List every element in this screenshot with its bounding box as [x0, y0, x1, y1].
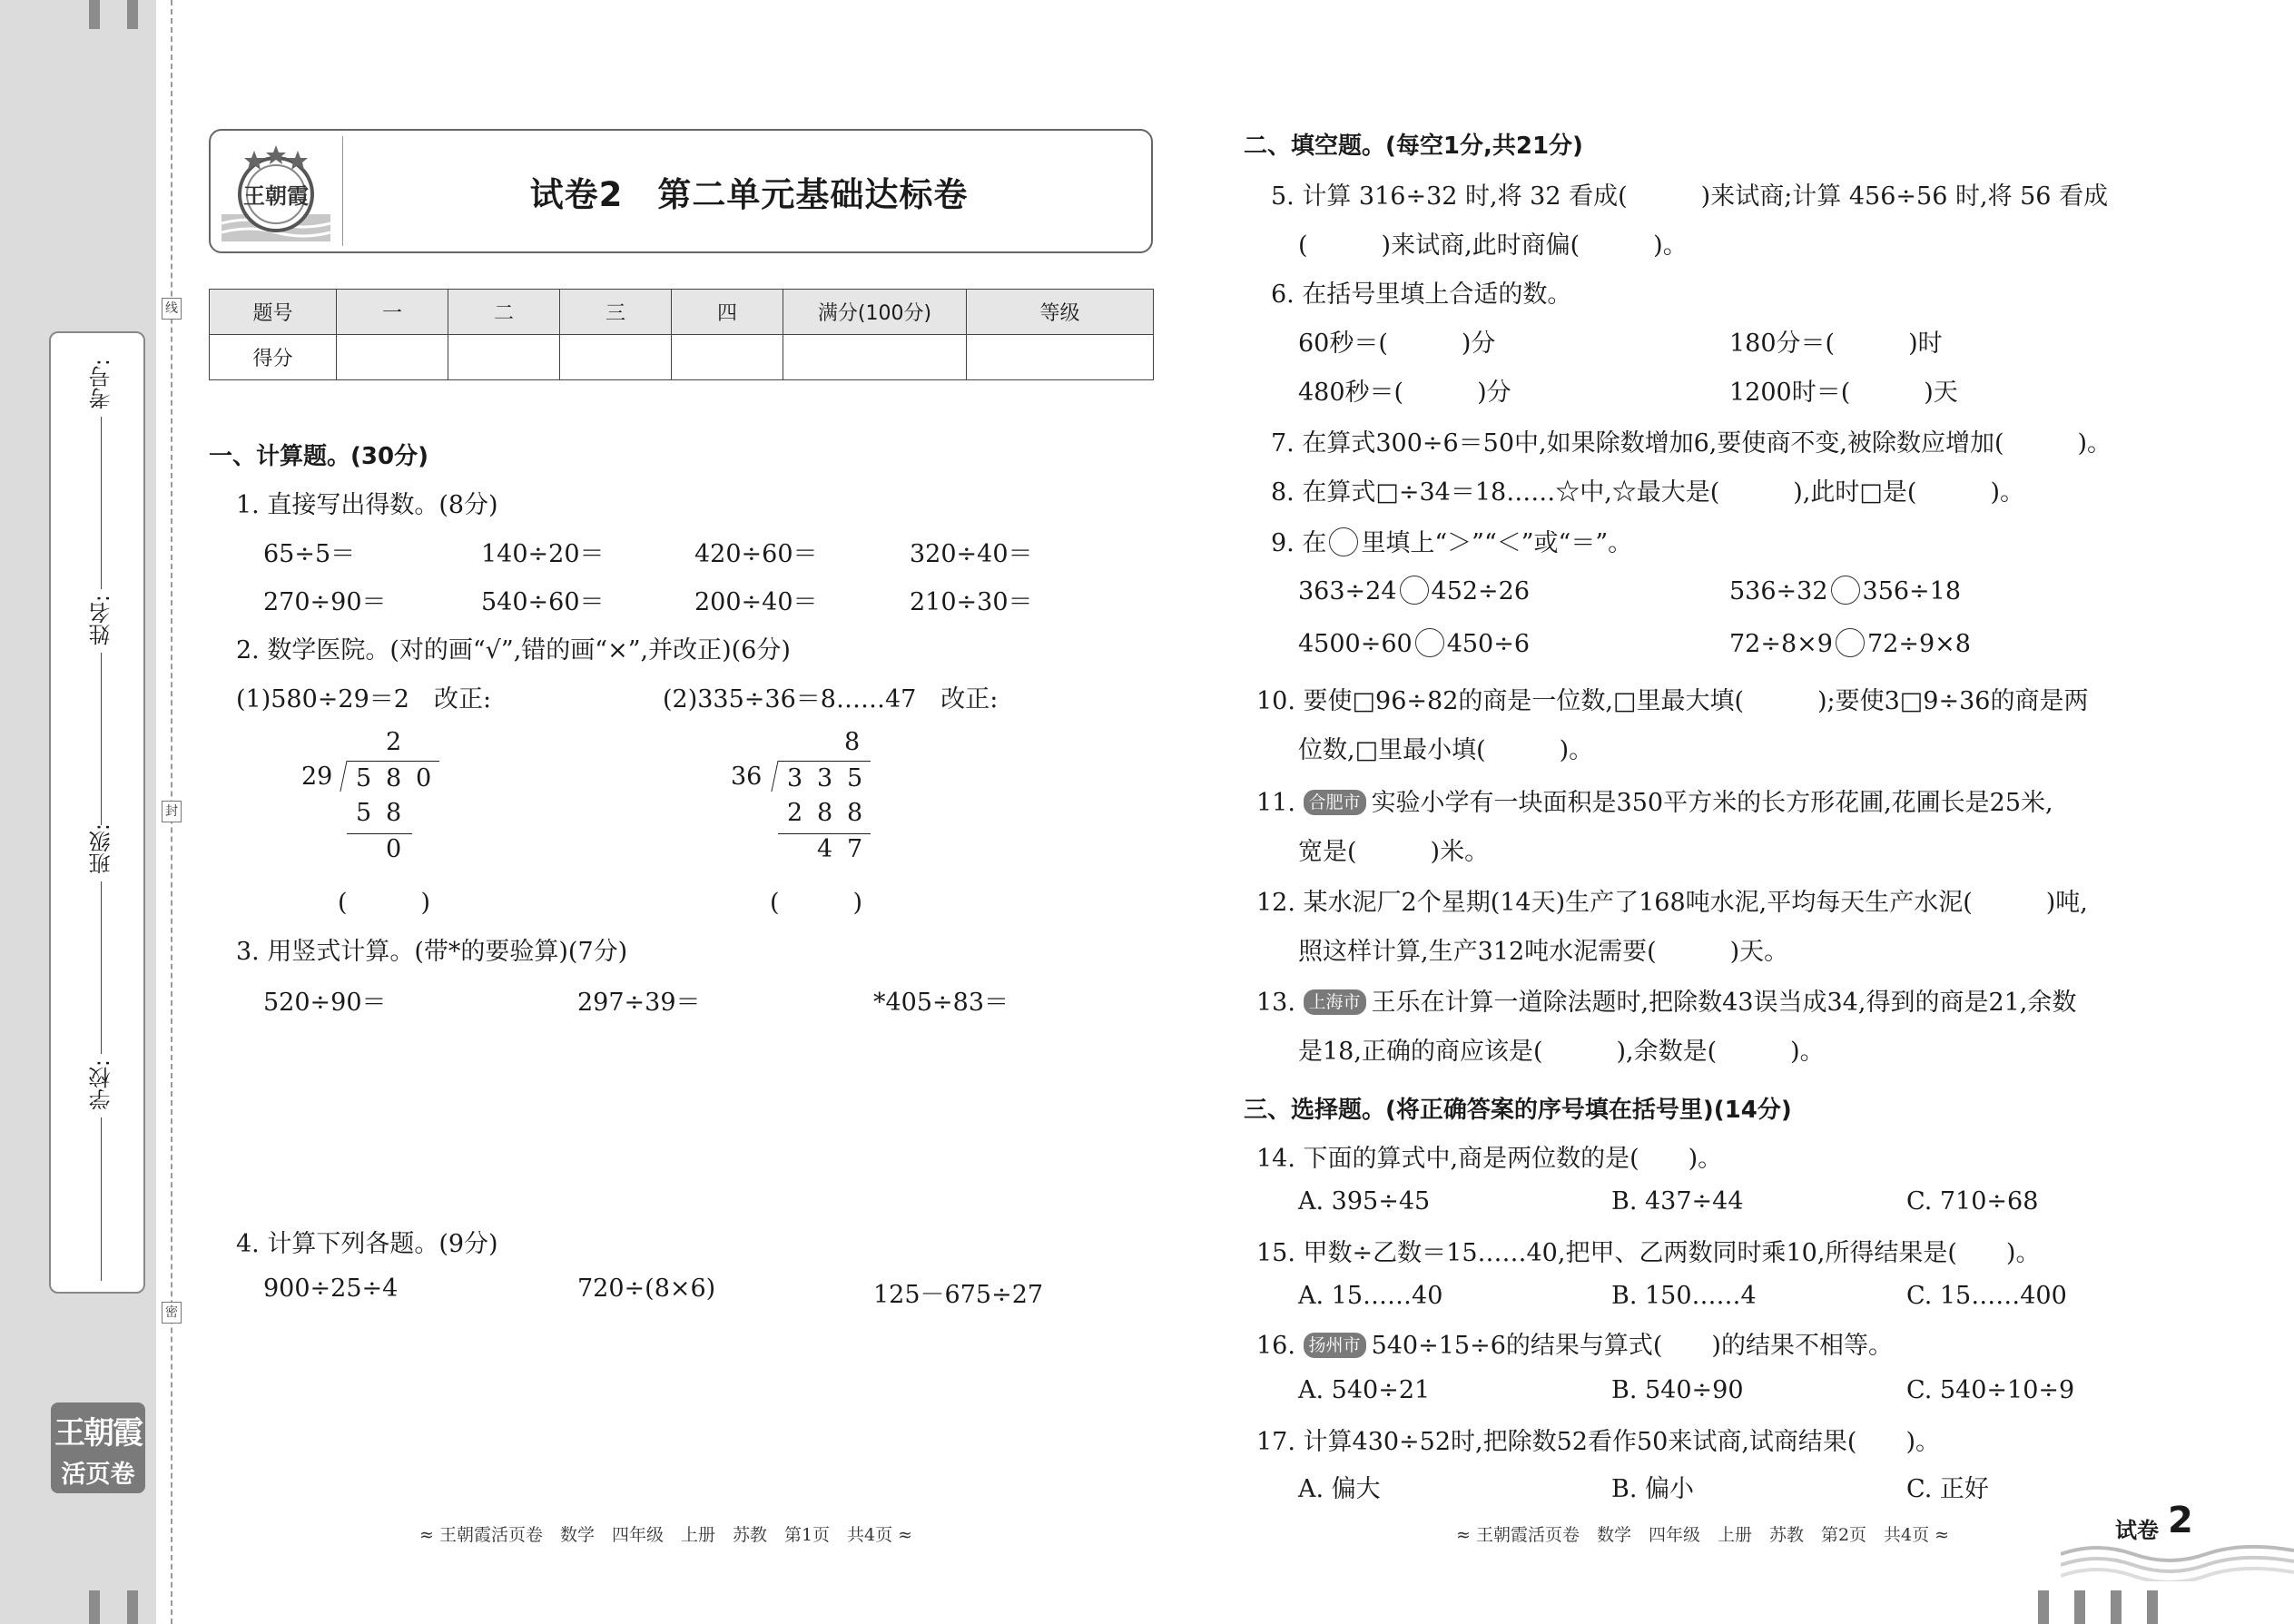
table-row — [210, 290, 1154, 335]
ld-digit: 3 — [817, 764, 833, 792]
q1-item: 65÷5＝ — [263, 540, 356, 568]
long-division-2 — [731, 728, 876, 873]
q4-item: 720÷(8×6) — [577, 1275, 716, 1303]
table-row — [210, 335, 1154, 380]
q4-item: 900÷25÷4 — [263, 1275, 399, 1303]
long-division-1 — [300, 728, 445, 873]
brand-line1: 王朝霞 — [54, 1415, 142, 1452]
ld-digit: 8 — [817, 799, 833, 827]
ld-digit: 0 — [386, 835, 402, 863]
student-info-card — [49, 331, 145, 1294]
table-row-label: 得分 — [210, 335, 337, 380]
ld-digit: 3 — [787, 764, 803, 792]
table-header-cell: 一 — [337, 290, 448, 335]
option-a[interactable]: A. 540÷21 — [1298, 1376, 1431, 1404]
section1-title: 一、计算题。(30分) — [209, 443, 428, 470]
ld-bar — [347, 761, 439, 762]
q6-title: 6. 在括号里填上合适的数。 — [1271, 281, 1572, 309]
name-field[interactable] — [87, 595, 114, 825]
q9-left: 363÷24 — [1298, 577, 1397, 605]
region-tag: 扬州市 — [1304, 1333, 1366, 1358]
q1-item: 320÷40＝ — [910, 540, 1033, 568]
score-cell[interactable] — [672, 335, 783, 380]
q13-line1 — [1256, 982, 2076, 1018]
ld-bar — [778, 761, 871, 762]
q4-item: 125－675÷27 — [873, 1281, 1044, 1309]
name-line — [101, 653, 102, 825]
ld-digit: 2 — [787, 799, 803, 827]
title-box — [209, 129, 1153, 253]
q9-left: 4500÷60 — [1298, 630, 1413, 658]
badge-number: 2 — [2168, 1500, 2193, 1541]
school-field[interactable] — [87, 1059, 114, 1281]
ld-digit: 7 — [847, 835, 863, 863]
q5-line2: ( )来试商,此时商偏( )。 — [1298, 231, 1688, 260]
q13-number: 13. — [1256, 989, 1295, 1017]
q6-item: 60秒＝( )分 — [1298, 330, 1496, 358]
q2-part2: (2)335÷36＝8……47 改正: — [663, 685, 999, 714]
ld-digit: 8 — [386, 764, 402, 792]
ld-bar — [778, 833, 871, 834]
q6-item: 480秒＝( )分 — [1298, 379, 1511, 407]
ld-divisor: 29 — [301, 763, 333, 791]
answer-blank[interactable]: ( ) — [338, 889, 431, 917]
logo-seal-icon — [218, 138, 334, 245]
q12-line2: 照这样计算,生产312吨水泥需要( )天。 — [1298, 938, 1789, 966]
q9-title — [1271, 523, 1632, 558]
region-tag: 合肥市 — [1304, 790, 1366, 815]
page-title: 试卷2 第二单元基础达标卷 — [529, 175, 969, 214]
compare-circle-icon[interactable] — [1400, 576, 1429, 605]
table-header-cell: 三 — [560, 290, 672, 335]
answer-blank[interactable]: ( ) — [770, 889, 863, 917]
svg-text:王朝霞: 王朝霞 — [243, 182, 309, 209]
q3-item: 297÷39＝ — [577, 989, 701, 1017]
exam-number-line — [101, 417, 102, 589]
q9-right: 452÷26 — [1431, 577, 1531, 605]
q13-line2: 是18,正确的商应该是( ),余数是( )。 — [1298, 1038, 1825, 1066]
q3-title: 3. 用竖式计算。(带*的要验算)(7分) — [236, 938, 628, 966]
q9-item — [1729, 576, 1961, 605]
option-c[interactable]: C. 正好 — [1906, 1475, 1989, 1503]
option-a[interactable]: A. 偏大 — [1298, 1475, 1381, 1503]
brand-badge — [51, 1403, 145, 1493]
q11-text: 实验小学有一块面积是350平方米的长方形花圃,花圃长是25米, — [1371, 789, 2053, 817]
q17: 17. 计算430÷52时,把除数52看作50来试商,试商结果( )。 — [1256, 1428, 1940, 1456]
q2-title: 2. 数学医院。(对的画“√”,错的画“×”,并改正)(6分) — [236, 636, 791, 664]
class-line — [101, 881, 102, 1054]
strip-tick — [2074, 1590, 2085, 1624]
ld-digit: 8 — [386, 799, 402, 827]
ld-bracket — [340, 761, 347, 792]
ld-digit: 5 — [356, 799, 372, 827]
cut-mark: 封 — [162, 801, 182, 822]
q11-number: 11. — [1256, 789, 1295, 817]
q1-title: 1. 直接写出得数。(8分) — [236, 491, 498, 519]
score-table — [209, 289, 1154, 380]
q11-line1 — [1256, 782, 2053, 818]
q15: 15. 甲数÷乙数＝15……40,把甲、乙两数同时乘10,所得结果是( )。 — [1256, 1239, 2041, 1267]
compare-circle-icon[interactable] — [1836, 628, 1865, 657]
q16 — [1256, 1325, 1893, 1361]
q1-item: 200÷40＝ — [694, 588, 818, 616]
q1-item: 420÷60＝ — [694, 540, 818, 568]
ld-digit: 5 — [356, 764, 372, 792]
strip-tick — [127, 1590, 138, 1624]
q10-line2: 位数,□里最小填( )。 — [1298, 736, 1594, 764]
strip-tick — [2147, 1590, 2158, 1624]
section3-title: 三、选择题。(将正确答案的序号填在括号里)(14分) — [1244, 1097, 1792, 1124]
q11-line2: 宽是( )米。 — [1298, 838, 1490, 866]
option-b[interactable]: B. 540÷90 — [1611, 1376, 1744, 1404]
q16-text: 540÷15÷6的结果与算式( )的结果不相等。 — [1371, 1332, 1893, 1360]
ld-digit: 8 — [847, 799, 863, 827]
ld-digit: 0 — [416, 764, 432, 792]
option-a[interactable]: A. 395÷45 — [1298, 1187, 1431, 1216]
q4-title: 4. 计算下列各题。(9分) — [236, 1230, 498, 1258]
school-line — [101, 1117, 102, 1281]
exam-number-label: 考号: — [88, 359, 114, 410]
compare-circle-icon[interactable] — [1831, 576, 1860, 605]
q14: 14. 下面的算式中,商是两位数的是( )。 — [1256, 1145, 1723, 1173]
ld-quotient: 2 — [386, 728, 402, 756]
class-label: 班级: — [88, 823, 114, 875]
q7: 7. 在算式300÷6＝50中,如果除数增加6,要使商不变,被除数应增加( )。 — [1271, 429, 2112, 458]
strip-tick — [89, 0, 100, 29]
score-cell[interactable] — [337, 335, 448, 380]
q2-part1: (1)580÷29＝2 改正: — [236, 685, 492, 714]
ld-bracket — [771, 761, 778, 792]
q12-line1: 12. 某水泥厂2个星期(14天)生产了168吨水泥,平均每天生产水泥( )吨, — [1256, 889, 2088, 917]
table-header-cell: 满分(100分) — [783, 290, 967, 335]
q3-item: *405÷83＝ — [873, 989, 1009, 1017]
q13-text: 王乐在计算一道除法题时,把除数43误当成34,得到的商是21,余数 — [1371, 989, 2077, 1017]
table-header-cell: 题号 — [210, 290, 337, 335]
strip-tick — [127, 0, 138, 29]
table-header-cell: 二 — [448, 290, 560, 335]
q9-right: 72÷9×8 — [1866, 630, 1971, 658]
ld-digit: 4 — [817, 835, 833, 863]
option-c[interactable]: C. 710÷68 — [1906, 1187, 2039, 1216]
exam-number-field[interactable] — [87, 359, 114, 589]
q9-left: 536÷32 — [1729, 577, 1828, 605]
q9-item — [1298, 576, 1530, 605]
q1-item: 270÷90＝ — [263, 588, 387, 616]
class-field[interactable] — [87, 823, 114, 1054]
q9-right: 450÷6 — [1446, 630, 1531, 658]
q1-item: 540÷60＝ — [481, 588, 605, 616]
q9-left: 72÷8×9 — [1729, 630, 1833, 658]
school-label: 学校: — [88, 1059, 114, 1111]
q9-text-b: 里填上“＞”“＜”或“＝”。 — [1361, 529, 1633, 557]
table-header-cell: 四 — [672, 290, 783, 335]
option-b[interactable]: B. 偏小 — [1611, 1475, 1695, 1503]
q6-item: 180分＝( )时 — [1729, 330, 1943, 358]
q16-number: 16. — [1256, 1332, 1295, 1360]
ld-bar — [347, 833, 412, 834]
option-c[interactable]: C. 15……400 — [1906, 1282, 2067, 1310]
q6-item: 1200时＝( )天 — [1729, 379, 1958, 407]
q10-line1: 10. 要使□96÷82的商是一位数,□里最大填( );要使3□9÷36的商是两 — [1256, 687, 2089, 715]
name-label: 姓名: — [88, 595, 114, 646]
q3-item: 520÷90＝ — [263, 989, 387, 1017]
option-b[interactable]: B. 437÷44 — [1611, 1187, 1744, 1216]
q1-item: 140÷20＝ — [481, 540, 605, 568]
cut-mark: 密 — [162, 1302, 182, 1324]
option-b[interactable]: B. 150……4 — [1611, 1282, 1757, 1310]
footer-right: ≈ 王朝霞活页卷 数学 四年级 上册 苏教 第2页 共4页 ≈ — [1456, 1525, 1950, 1545]
table-header-cell: 等级 — [967, 290, 1154, 335]
ld-quotient: 8 — [844, 728, 861, 756]
score-cell[interactable] — [783, 335, 967, 380]
score-cell[interactable] — [560, 335, 672, 380]
cut-mark: 线 — [162, 298, 182, 320]
strip-tick — [2111, 1590, 2122, 1624]
brand-line2: 活页卷 — [61, 1461, 135, 1489]
strip-tick — [89, 1590, 100, 1624]
compare-circle-icon[interactable] — [1415, 628, 1444, 657]
q9-text-a: 9. 在 — [1271, 529, 1327, 557]
score-cell[interactable] — [448, 335, 560, 380]
option-a[interactable]: A. 15……40 — [1298, 1282, 1443, 1310]
q5-line1: 5. 计算 316÷32 时,将 32 看成( )来试商;计算 456÷56 时,将 56 看成 — [1271, 182, 2109, 211]
q9-item — [1298, 628, 1530, 658]
strip-tick — [2038, 1590, 2049, 1624]
q9-right: 356÷18 — [1862, 577, 1962, 605]
section2-title: 二、填空题。(每空1分,共21分) — [1244, 133, 1583, 160]
footer-left: ≈ 王朝霞活页卷 数学 四年级 上册 苏教 第1页 共4页 ≈ — [419, 1525, 913, 1545]
ld-digit: 5 — [847, 764, 863, 792]
page-badge — [2061, 1498, 2294, 1581]
region-tag: 上海市 — [1304, 989, 1366, 1015]
logo-divider — [342, 136, 343, 246]
q8: 8. 在算式□÷34＝18……☆中,☆最大是( ),此时□是( )。 — [1271, 478, 2024, 507]
score-cell[interactable] — [967, 335, 1154, 380]
q1-item: 210÷30＝ — [910, 588, 1033, 616]
ld-divisor: 36 — [731, 763, 763, 791]
badge-label: 试卷 — [2115, 1518, 2159, 1543]
compare-circle-icon — [1329, 527, 1358, 556]
option-c[interactable]: C. 540÷10÷9 — [1906, 1376, 2075, 1404]
q9-item — [1729, 628, 1971, 658]
